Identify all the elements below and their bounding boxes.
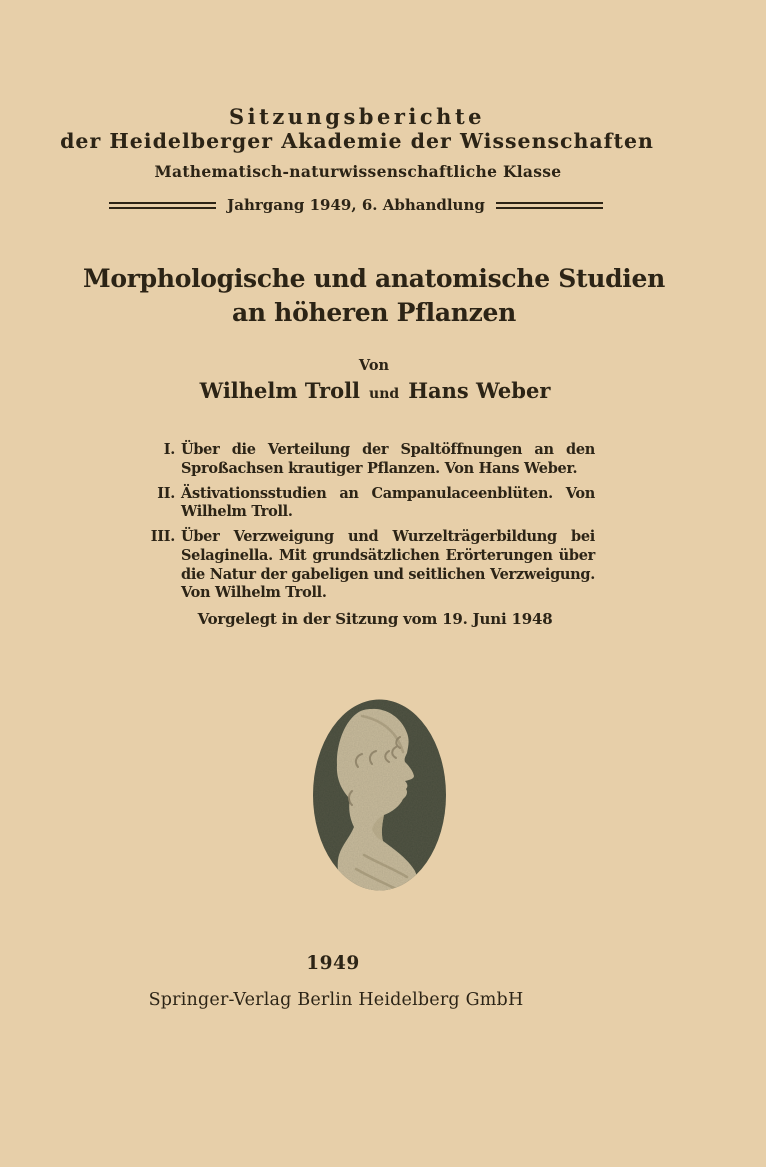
byline-prefix: Von xyxy=(358,357,390,374)
right-double-rule xyxy=(496,202,603,209)
author-conjunction: und xyxy=(369,386,400,402)
contents-item-2 xyxy=(133,485,595,522)
contents-item-1-numeral: I. xyxy=(163,441,175,458)
issue-line: Jahrgang 1949, 6. Abhandlung xyxy=(227,196,485,214)
institution-line: der Heidelberger Akademie der Wissenschaften xyxy=(60,129,654,153)
title-line-1: Morphologische und anatomische Studien xyxy=(83,264,665,293)
issue-line-row xyxy=(109,196,603,214)
author-2: Hans Weber xyxy=(408,378,551,403)
contents-item-1 xyxy=(133,441,595,478)
contents-item-3-numeral: III. xyxy=(150,528,175,546)
author-1: Wilhelm Troll xyxy=(199,378,361,403)
contents-item-2-numeral: II. xyxy=(157,484,175,502)
contents-item-3-text: Über Verzweigung und Wurzelträgerbildung bei Selaginella. Mit grundsätzlichen Erörterungen über die Natur der gabeligen und seitlichen Verzweigung. Von Wilhelm Troll. xyxy=(181,528,595,602)
publisher-line: Springer-Verlag Berlin Heidelberg GmbH xyxy=(148,990,524,1010)
title-line-2: an höheren Pflanzen xyxy=(232,298,516,327)
contents-list xyxy=(133,441,595,609)
series-title: Sitzungsberichte xyxy=(228,104,486,129)
contents-item-2-text: Ästivationsstudien an Campanulaceenblüten. Von Wilhelm Troll. xyxy=(181,484,595,521)
contents-item-3 xyxy=(133,528,595,602)
cameo-profile-icon xyxy=(312,699,447,891)
presentation-note: Vorgelegt in der Sitzung vom 19. Juni 1948 xyxy=(197,610,553,628)
class-line: Mathematisch-naturwissenschaftliche Klasse xyxy=(154,162,562,181)
left-double-rule xyxy=(109,202,216,209)
cameo-medallion-image xyxy=(312,699,447,891)
book-title xyxy=(83,262,665,330)
contents-item-1-text: Über die Verteilung der Spaltöffnungen an den Sproßachsen krautiger Pflanzen. Von Hans Weber. xyxy=(181,441,595,477)
authors-line xyxy=(200,378,551,403)
imprint-year: 1949 xyxy=(306,953,360,974)
